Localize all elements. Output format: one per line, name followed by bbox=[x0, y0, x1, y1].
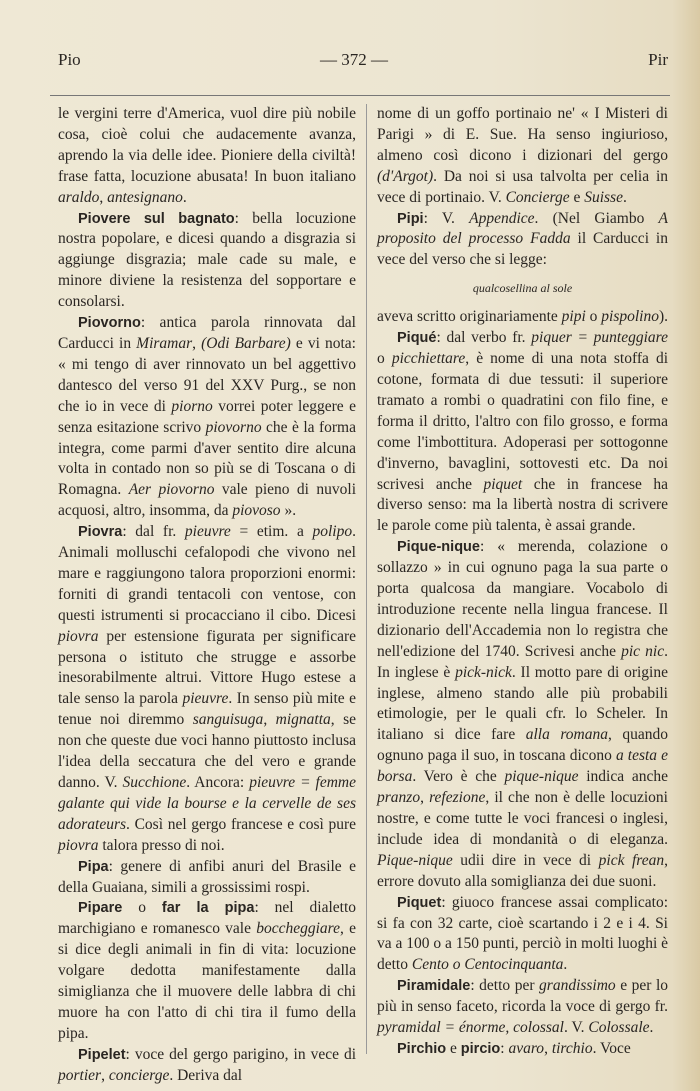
column-divider bbox=[366, 104, 367, 1054]
header-left-guide-word: Pio bbox=[58, 50, 81, 69]
entry-piramidale: Piramidale: detto per grandissimo e per lo più in senso faceto, ricorda la voce di gergo fr. pyramidal = énorme, colossal. V. Colossale. bbox=[377, 977, 669, 1037]
entry-piovra: Piovra: dal fr. pieuvre = etim. a polipo. Animali molluschi cefalopodi che vivono nel mare e raggiungono talora proporzioni enormi: forniti di grandi tentacoli con ventose, con questi istrumenti si procacciano il cibo. Dicesi piovra per estensione figurata per significare persona o istituto che strugge e assorbe inesorabilmente altrui. Vittore Hugo estese a tale senso la parola pieuvre. In senso più mite e tenue noi diremmo sanguisuga, mignatta, se non che queste due voci hanno piuttosto inclusa l'idea della seccatura che del vero e grande danno. V. Succhione. Ancora: pieuvre = femme galante qui vide la bourse e la cervelle de ses adorateurs. Così nel gergo francese e così pure piovra talora presso di noi. bbox=[58, 523, 357, 854]
entry-headword: Piovra bbox=[78, 524, 123, 541]
entry-pipi: Pipi: V. Appendice. (Nel Giambo A proposito del processo Fadda il Carducci in vece del verso che si legge: bbox=[377, 209, 668, 269]
entry-pipa: Pipa: genere di anfibi anuri del Brasile e della Guaiana, simili a grossissimi rospi. bbox=[58, 857, 356, 896]
entry-headword-variant: far la pipa bbox=[161, 900, 255, 917]
entry-headword: Piquet bbox=[397, 894, 442, 911]
right-column bbox=[377, 104, 668, 1060]
entry-piovere-sul-bagnato: Piovere sul bagnato: bella locuzione nostra popolare, e dicesi quando a disgrazia si aggiunge disgrazia; male cade su male, e minore diviene la resistenza del sopportare e consolarsi. bbox=[58, 209, 356, 311]
quoted-verse: qualcosellina al sole bbox=[472, 281, 573, 296]
running-header bbox=[58, 50, 668, 76]
left-column bbox=[58, 104, 356, 1087]
header-right-guide-word: Pir bbox=[648, 50, 668, 69]
entry-pique-nique: Pique-nique: « merenda, colazione o sollazzo » in cui ognuno paga la sua parte o porta qualcosa da mangiare. Vocabolo di introduzione recente nella lingua francese. Il dizionario dell'Accademia non lo registra che nell'edizione del 1740. Scrivesi anche pic nic. In inglese è pick-nick. Il motto pare di origine inglese, almeno stando alle più probabili etimologie, per le quali cfr. lo Scheler. In italiano si dice fare alla romana, quando ognuno paga il suo, in toscana dicono a testa e borsa. Vero è che pique-nique indica anche pranzo, refezione, il che non è delle locuzioni nostre, e come tutte le voci francesi o inglesi, include idea di mondanità o di eleganza. Pique-nique udii dire in vece di pick frean, errore dovuto alla somiglianza dei due suoni. bbox=[377, 538, 669, 890]
entry-pipare: Pipare o far la pipa: nel dialetto marchigiano e romanesco vale boccheggiare, e si dice degli animali in fin di vita: locuzione volgare dedotta manifestamente dalla simiglianza che il muovere delle labbra di chi muore ha con l'atto di chi tira il fumo della pipa. bbox=[58, 899, 357, 1042]
continued-paragraph: le vergini terre d'America, vuol dire più nobile cosa, cioè colui che audacemente avanza, aprendo la via delle idee. Pioniere della civiltà! frase fatta, locuzione abusata! In buon italiano araldo, antesignano. bbox=[58, 105, 356, 206]
entry-headword: Pipi bbox=[397, 210, 424, 227]
continued-paragraph: nome di un goffo portinaio ne' « I Misteri di Parigi » di E. Sue. Ha senso ingiurioso, almeno così dicono i dizionari del gergo (d'Argot). Da noi si usa talvolta per celia in vece di portinaio. V. Concierge e Suisse. bbox=[377, 105, 668, 206]
entry-pique: Piqué: dal verbo fr. piquer = punteggiare o picchiettare, è nome di una nota stoffa di cotone, formata di due tessuti: il superiore tramato a rombi o quadratini con filo fine, e forma il dritto, l'altro con filo grosso, e forma come l'imbottitura. Adoperasi per sottogonne d'inverno, bavaglini, sottovesti etc. Da noi scrivesi anche piquet che in francese ha diverso senso: ma la libertà nostra di scrivere le parole come più talenta, è assai grande. bbox=[377, 329, 669, 535]
page-number: — 372 — bbox=[320, 50, 388, 69]
entry-headword: Piovorno bbox=[78, 315, 141, 332]
entry-headword: Piovere sul bagnato bbox=[78, 210, 235, 227]
entry-headword: Piqué bbox=[397, 330, 437, 347]
entry-headword: Piramidale bbox=[397, 978, 471, 995]
entry-pipi-continued: aveva scritto originariamente pipi o pispolino). bbox=[377, 308, 669, 326]
entry-headword: Pipare bbox=[78, 900, 123, 917]
entry-headword: Pique-nique bbox=[397, 539, 480, 556]
entry-headword: Pipelet bbox=[78, 1046, 126, 1063]
entry-headword: Pirchio bbox=[397, 1040, 447, 1057]
entry-piovorno: Piovorno: antica parola rinnovata dal Carducci in Miramar, (Odi Barbare) e vi nota: « mi tengo di aver rinnovato un bel aggettivo dantesco del verso 91 del XXV Purg., se non che io in vece di piorno vorrei poter leggere e senza esitazione scrivo piovorno che è la forma integra, come parmi d'aver sentito dire alcuna volta in contado non so più se di Toscana o di Romagna. Aer piovorno vale pieno di nuvoli acquosi, altro, insomma, da piovoso ». bbox=[58, 314, 356, 520]
header-rule bbox=[50, 95, 670, 96]
entry-headword: Pipa bbox=[78, 858, 109, 875]
entry-pipelet: Pipelet: voce del gergo parigino, in vece di portier, concierge. Deriva dal bbox=[58, 1045, 356, 1084]
entry-headword-variant: pircio bbox=[460, 1040, 501, 1057]
entry-pirchio: Pirchio e pircio: avaro, tirchio. Voce bbox=[397, 1039, 631, 1057]
entry-piquet: Piquet: giuoco francese assai complicato: si fa con 32 carte, cioè scartando i 2 e i 4. Si va a 100 o a 150 punti, perciò in molti luoghi è detto Cento o Centocinquanta. bbox=[377, 893, 669, 974]
